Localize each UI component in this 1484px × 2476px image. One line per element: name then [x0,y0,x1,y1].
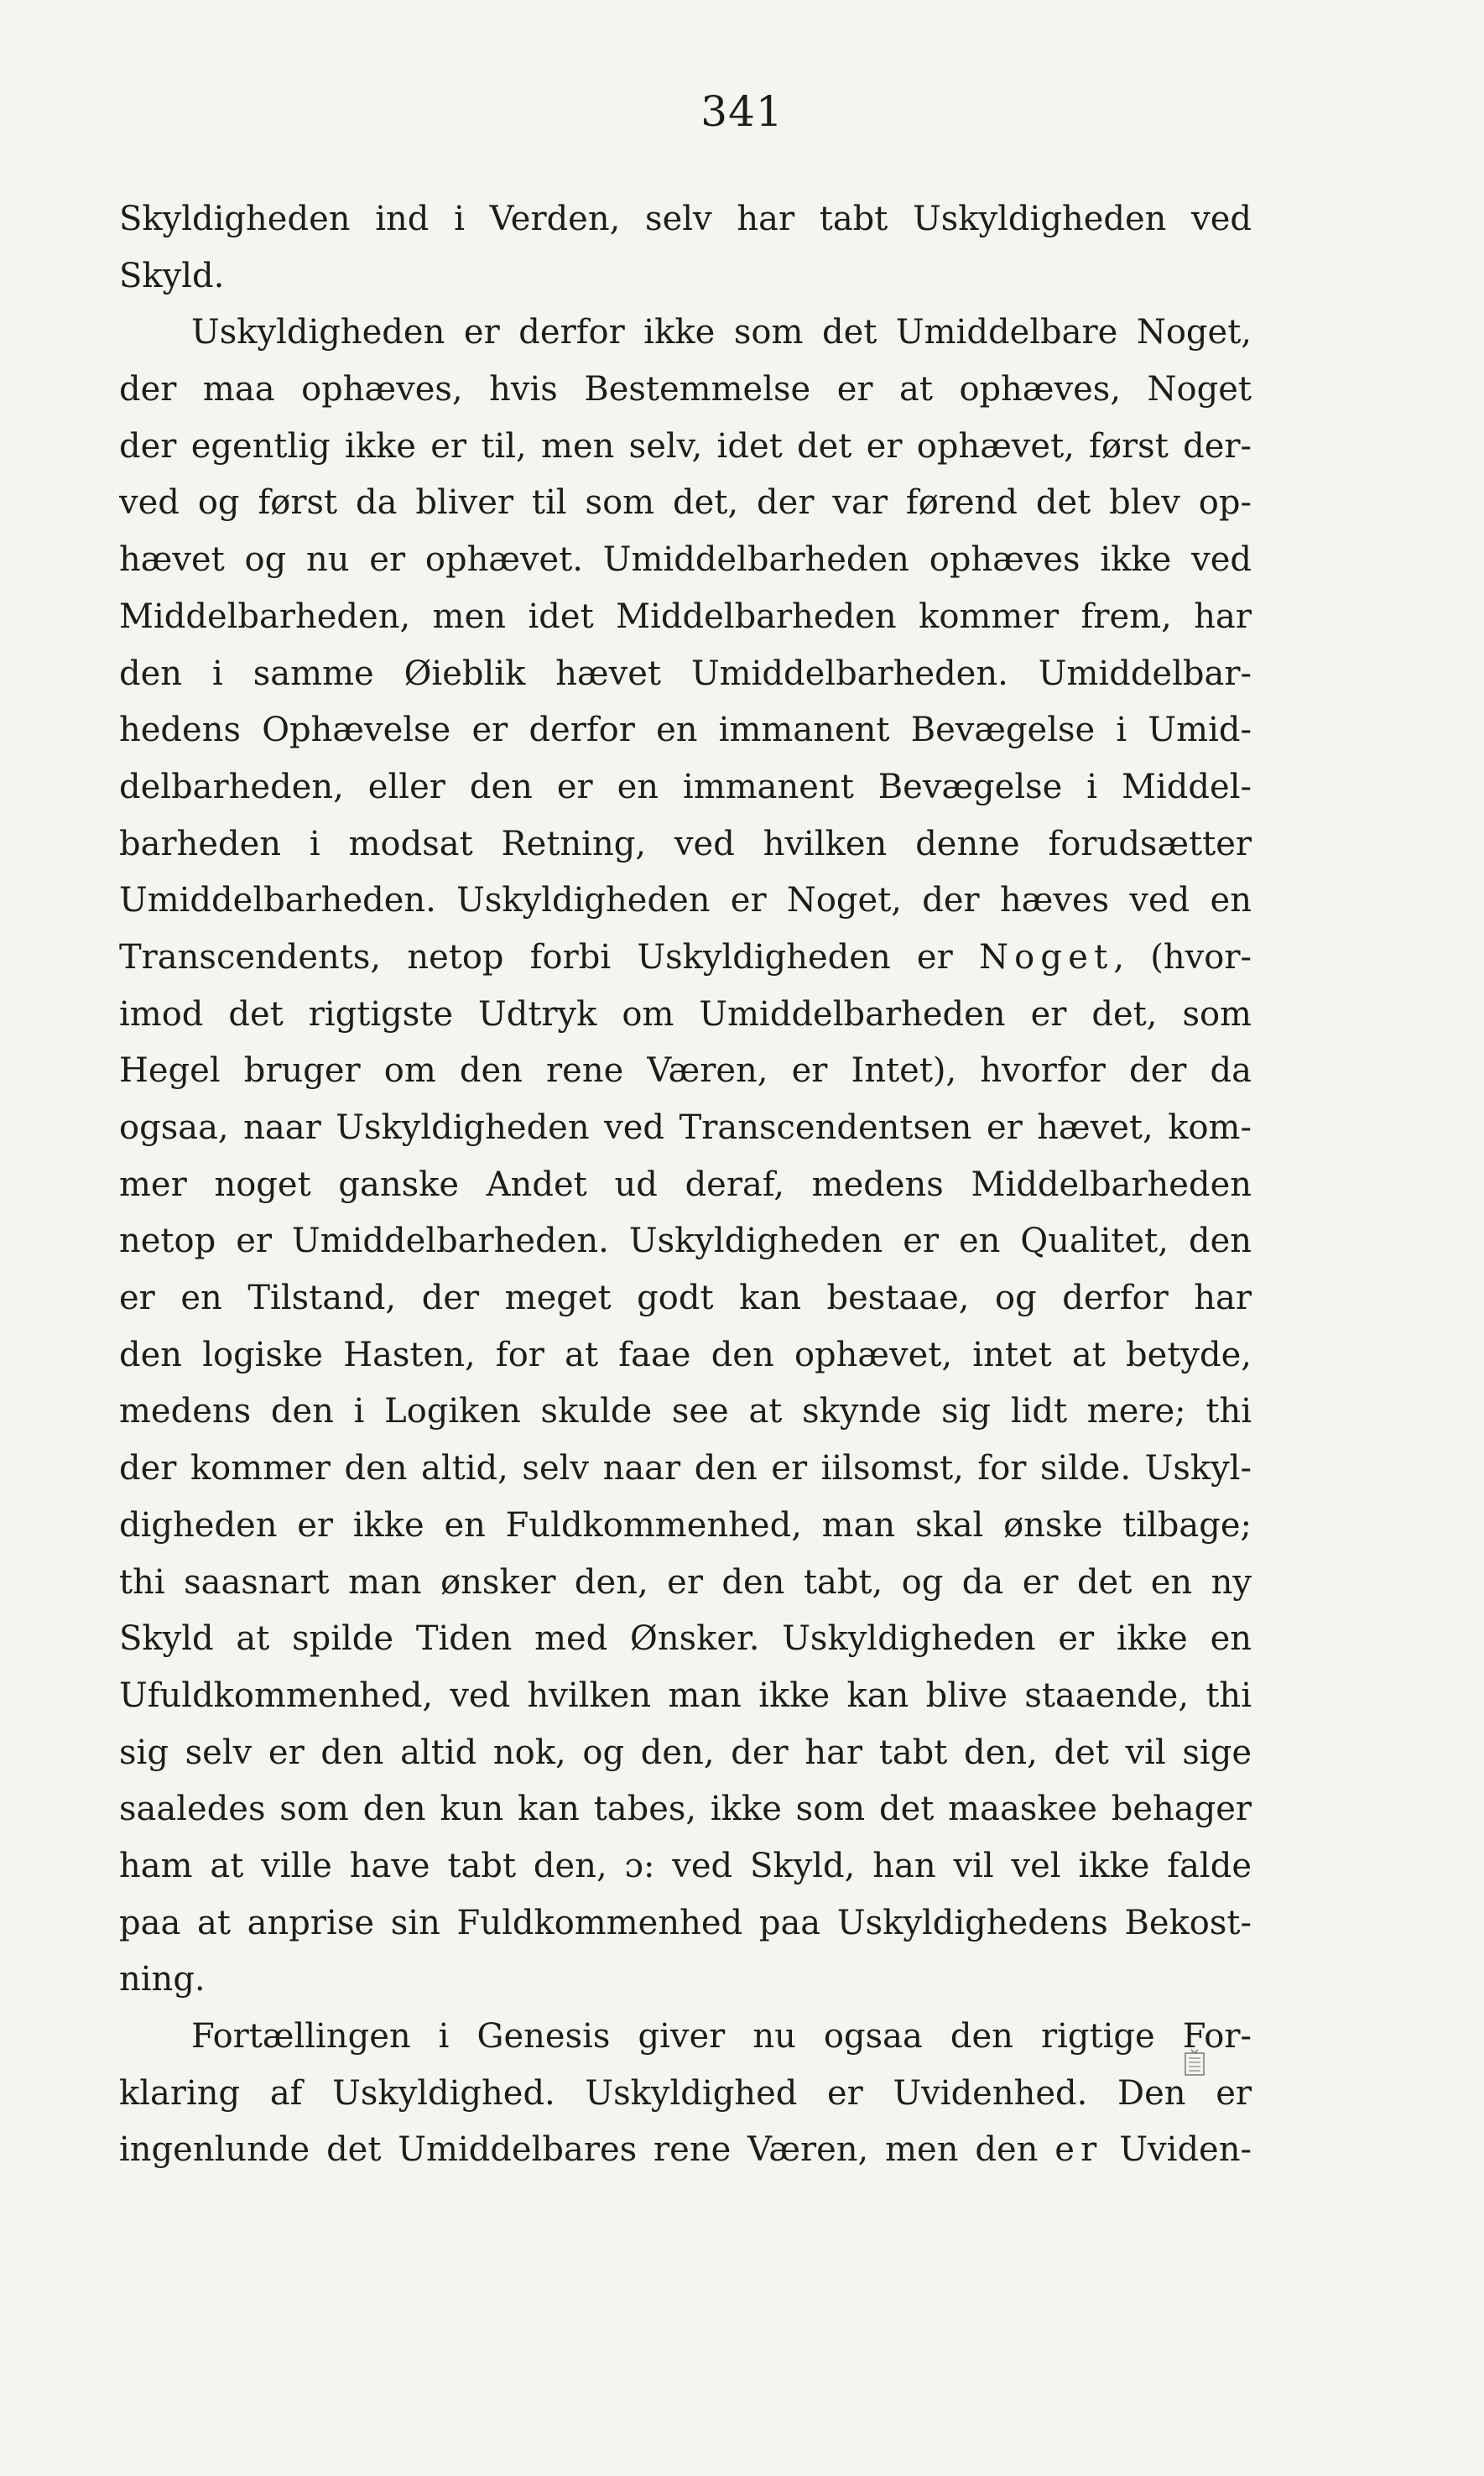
emphasis-spaced: Noget [978,937,1114,977]
text-line: Middelbarheden, men idet Middelbarheden kommer frem, har [119,597,1252,636]
text-line: paa at anprise sin Fuldkommenhed paa Uskyldighedens Bekost- [119,1903,1252,1942]
text-line: saaledes som den kun kan tabes, ikke som det maaskee behager [119,1790,1252,1829]
text-line: sig selv er den altid nok, og den, der har tabt den, det vil sige [119,1733,1252,1772]
library-stamp-icon [1182,2048,1207,2077]
text-line: Fortællingen i Genesis giver nu ogsaa den rigtige For- [191,2017,1252,2056]
text-line: den i samme Øieblik hævet Umiddelbarheden. Umiddelbar- [119,654,1252,693]
text-line: ham at ville have tabt den, ɔ: ved Skyld, han vil vel ikke falde [119,1846,1252,1885]
text-line: ogsaa, naar Uskyldigheden ved Transcendentsen er hævet, kom- [119,1108,1252,1147]
text-line: Uskyldigheden er derfor ikke som det Umiddelbare Noget, [191,313,1252,352]
text-line: netop er Umiddelbarheden. Uskyldigheden er en Qualitet, den [119,1222,1252,1261]
text-line: thi saasnart man ønsker den, er den tabt, og da er det en ny [119,1562,1252,1602]
text-line: er en Tilstand, der meget godt kan bestaae, og derfor har [119,1279,1252,1318]
text-line: hedens Ophævelse er derfor en immanent Bevægelse i Umid- [119,711,1252,750]
text-line: ingenlunde det Umiddelbares rene Væren, men den er Uviden- [119,2130,1252,2170]
body-text [119,191,1252,2179]
text-line: hævet og nu er ophævet. Umiddelbarheden ophæves ikke ved [119,540,1252,580]
emphasis-spaced: er [1054,2130,1103,2170]
text-line: Skyld at spilde Tiden med Ønsker. Uskyldigheden er ikke en [119,1619,1252,1659]
text-line: ved og først da bliver til som det, der var førend det blev op- [119,483,1252,523]
text-line: Skyldigheden ind i Verden, selv har tabt Uskyldigheden ved [119,200,1252,238]
text-line: Skyld. [119,256,225,295]
text-line: klaring af Uskyldighed. Uskyldighed er Uvidenhed. Den er [119,2073,1252,2113]
text-line: medens den i Logiken skulde see at skynde sig lidt mere; thi [119,1392,1252,1431]
text-line: Umiddelbarheden. Uskyldigheden er Noget, der hæves ved en [119,881,1252,920]
text-line: delbarheden, eller den er en immanent Bevægelse i Middel- [119,767,1252,806]
text-line: der maa ophæves, hvis Bestemmelse er at ophæves, Noget [119,370,1252,409]
text-line: Transcendents, netop forbi Uskyldigheden er Noget, (hvor- [119,937,1252,977]
text-line: mer noget ganske Andet ud deraf, medens Middelbarheden [119,1165,1252,1204]
text-line: der egentlig ikke er til, men selv, idet det er ophævet, først der- [119,426,1252,466]
text-line: den logiske Hasten, for at faae den ophævet, intet at betyde, [119,1335,1252,1374]
text-line: der kommer den altid, selv naar den er iilsomst, for silde. Uskyl- [119,1449,1252,1488]
text-line: ning. [119,1960,206,1999]
text-line: Hegel bruger om den rene Væren, er Intet), hvorfor der da [119,1051,1252,1091]
page-number: 341 [700,87,784,136]
text-line: barheden i modsat Retning, ved hvilken denne forudsætter [119,824,1252,863]
text-line: imod det rigtigste Udtryk om Umiddelbarheden er det, som [119,994,1252,1034]
text-line: digheden er ikke en Fuldkommenhed, man skal ønske tilbage; [119,1505,1252,1545]
text-line: Ufuldkommenhed, ved hvilken man ikke kan blive staaende, thi [119,1676,1252,1715]
